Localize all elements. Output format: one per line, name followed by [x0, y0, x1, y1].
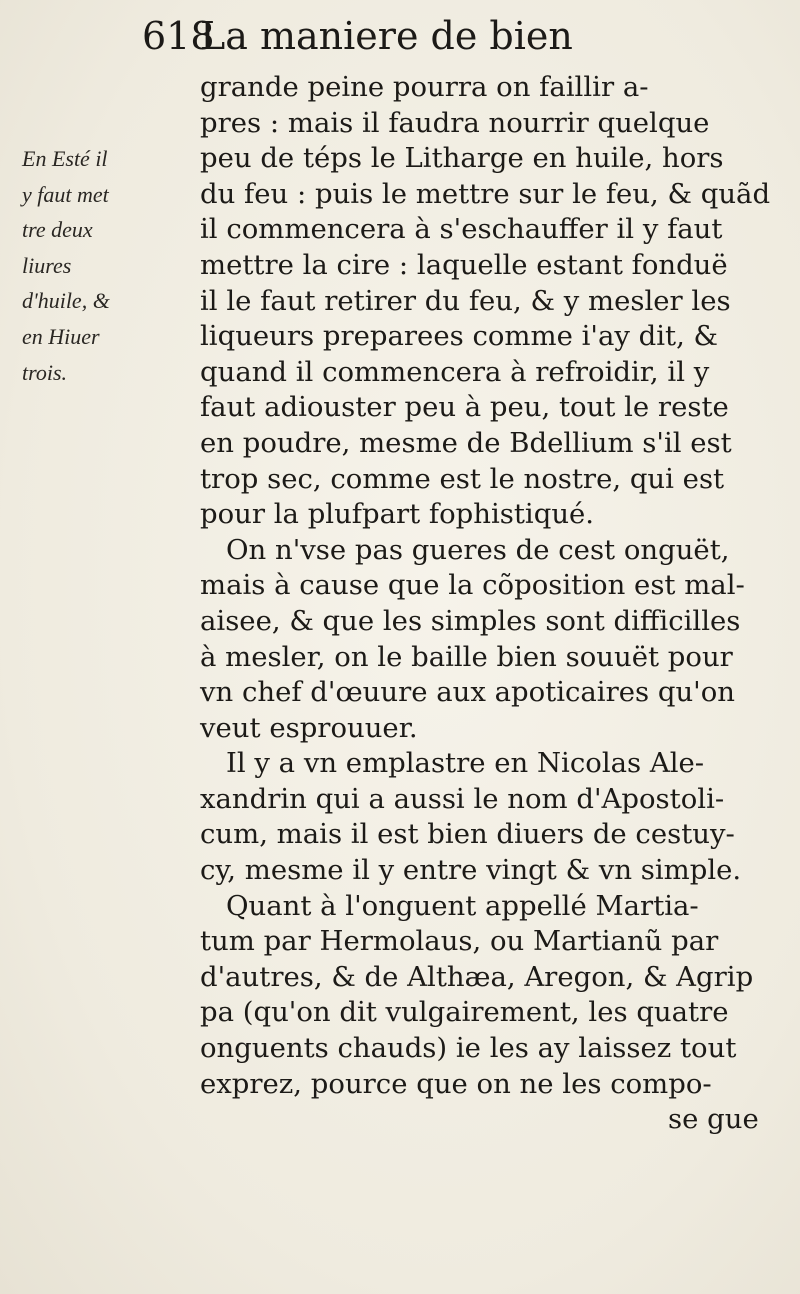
catchword-line: se gue	[668, 1103, 759, 1136]
paragraph-start-line: Quant à l'onguent appellé Martia-	[226, 889, 699, 922]
text-line: trop sec, comme est le nostre, qui est	[200, 462, 725, 495]
page-number: 618	[142, 14, 215, 58]
paragraph-start-line: On n'vse pas gueres de cest onguët,	[226, 533, 730, 566]
text-line: liqueurs preparees comme i'ay dit, &	[200, 320, 719, 353]
text-line: veut esprouuer.	[200, 711, 418, 744]
text-line: pour la plufpart fophistiqué.	[200, 498, 595, 531]
text-line: en poudre, mesme de Bdellium s'il est	[200, 426, 732, 459]
text-line: aisee, & que les simples sont difficilles	[200, 604, 741, 637]
text-line: xandrin qui a aussi le nom d'Apostoli-	[200, 782, 725, 815]
text-line: cum, mais il est bien diuers de cestuy-	[200, 818, 735, 851]
text-line: pa (qu'on dit vulgairement, les quatre	[200, 996, 729, 1029]
text-line: pres : mais il faudra nourrir quelque	[200, 106, 710, 139]
text-line: exprez, pource que on ne les compo-	[200, 1067, 712, 1100]
text-line: faut adiouster peu à peu, tout le reste	[200, 391, 729, 424]
text-line: mais à cause que la cõposition est mal-	[200, 569, 745, 602]
text-line: vn chef d'œuure aux apoticaires qu'on	[200, 676, 736, 709]
text-line: il le faut retirer du feu, & y mesler les	[200, 284, 731, 317]
margin-note-line: trois.	[22, 359, 68, 385]
margin-note-line: d'huile, &	[22, 288, 110, 314]
margin-note-line: liures	[22, 252, 72, 278]
text-line: mettre la cire : laquelle estant fonduë	[200, 248, 728, 281]
text-line: onguents chauds) ie les ay laissez tout	[200, 1032, 737, 1065]
text-line: peu de téps le Litharge en huile, hors	[200, 142, 724, 175]
text-line: grande peine pourra on faillir a-	[200, 71, 649, 103]
text-line: à mesler, on le baille bien souuët pour	[200, 640, 733, 673]
text-line: quand il commencera à refroidir, il y	[200, 355, 710, 388]
margin-note-line: en Hiuer	[22, 323, 100, 349]
margin-note	[22, 141, 197, 390]
margin-note-line: tre deux	[22, 217, 93, 243]
paragraph-start-line: Il y a vn emplastre en Nicolas Ale-	[226, 747, 705, 780]
running-title: La maniere de bien	[200, 14, 573, 58]
text-line: d'autres, & de Althæa, Aregon, & Agrip	[200, 960, 754, 993]
text-line: il commencera à s'eschauffer il y faut	[200, 213, 723, 246]
text-line: tum par Hermolaus, ou Martianũ par	[200, 925, 719, 958]
margin-note-line: En Esté il	[22, 146, 108, 171]
margin-note-line: y faut met	[22, 181, 109, 207]
text-line: cy, mesme il y entre vingt & vn simple.	[200, 854, 742, 887]
text-line: du feu : puis le mettre sur le feu, & quãd	[200, 177, 771, 210]
body-text	[200, 70, 780, 1138]
